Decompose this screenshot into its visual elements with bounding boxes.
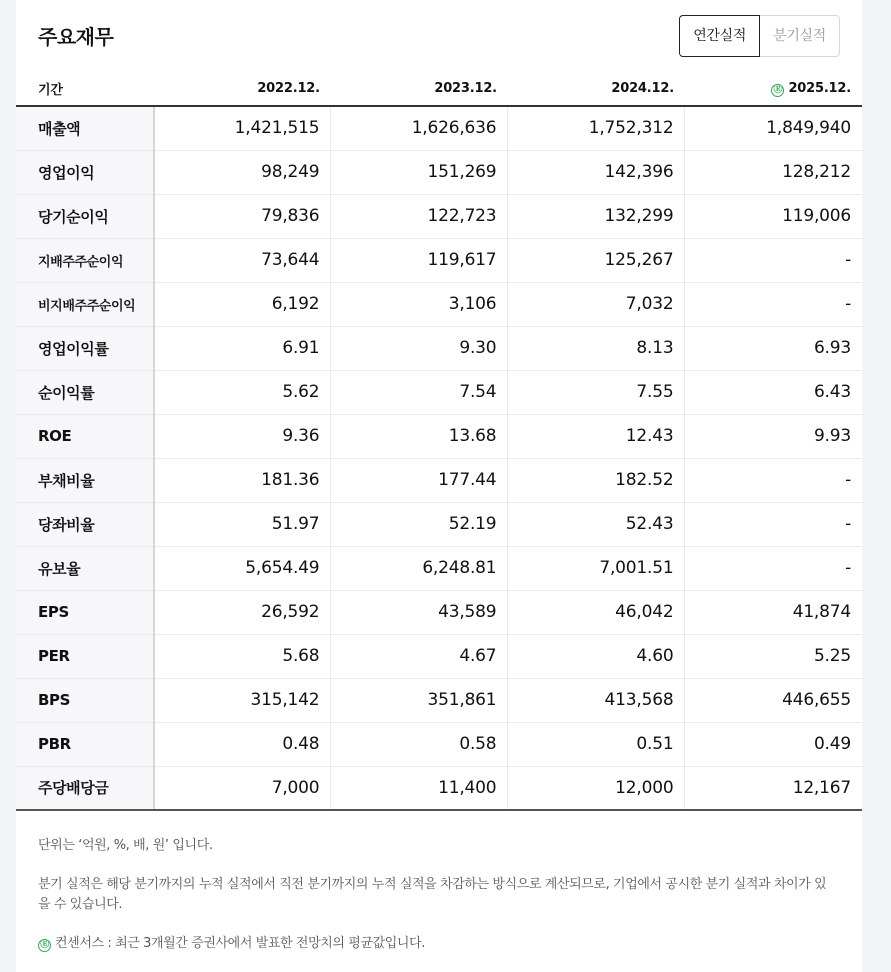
- table-cell: -: [685, 238, 862, 282]
- table-cell: 43,589: [331, 590, 508, 634]
- table-row: [16, 150, 862, 194]
- column-header: 2022.12.: [154, 72, 331, 106]
- table-cell: 52.19: [331, 502, 508, 546]
- table-row: [16, 282, 862, 326]
- row-label: 영업이익률: [16, 326, 154, 370]
- unit-note: 단위는 ‘억원, %, 배, 원’ 입니다.: [38, 838, 213, 853]
- consensus-note-text: 컨센서스 : 최근 3개월간 증권사에서 발표한 전망치의 평균값입니다.: [55, 936, 425, 951]
- table-cell: -: [685, 502, 862, 546]
- table-row: [16, 546, 862, 590]
- table-cell: 79,836: [154, 194, 331, 238]
- table-cell: 5.25: [685, 634, 862, 678]
- table-cell: 351,861: [331, 678, 508, 722]
- footnotes: [38, 836, 838, 954]
- column-header-label: 2025.12.: [788, 80, 851, 96]
- table-cell: 41,874: [685, 590, 862, 634]
- quarterly-note: 분기 실적은 해당 분기까지의 누적 실적에서 직전 분기까지의 누적 실적을 차감하는 방식으로 계산되므로, 기업에서 공시한 분기 실적과 차이가 있을 수 있습니다.: [38, 877, 827, 912]
- table-cell: 73,644: [154, 238, 331, 282]
- table-row: [16, 590, 862, 634]
- period-header: 기간: [16, 72, 154, 106]
- table-cell: 12,167: [685, 766, 862, 810]
- financial-summary-card: [16, 0, 862, 972]
- table-cell: 9.36: [154, 414, 331, 458]
- table-cell: 125,267: [508, 238, 685, 282]
- table-cell: 151,269: [331, 150, 508, 194]
- column-header: 2023.12.: [331, 72, 508, 106]
- column-header: 2024.12.: [508, 72, 685, 106]
- table-cell: 7.54: [331, 370, 508, 414]
- row-label: 부채비율: [16, 458, 154, 502]
- table-cell: 7,001.51: [508, 546, 685, 590]
- table-cell: 46,042: [508, 590, 685, 634]
- row-label: PBR: [16, 722, 154, 766]
- table-cell: 5,654.49: [154, 546, 331, 590]
- table-cell: 98,249: [154, 150, 331, 194]
- table-cell: 413,568: [508, 678, 685, 722]
- table-cell: 7,000: [154, 766, 331, 810]
- row-label: 지배주주순이익: [16, 238, 154, 282]
- consensus-note: [38, 934, 838, 954]
- table-cell: 52.43: [508, 502, 685, 546]
- table-row: [16, 722, 862, 766]
- row-label: 유보율: [16, 546, 154, 590]
- table-cell: 315,142: [154, 678, 331, 722]
- row-label: 비지배주주순이익: [16, 282, 154, 326]
- table-cell: 4.60: [508, 634, 685, 678]
- table-cell: 182.52: [508, 458, 685, 502]
- table-row: [16, 194, 862, 238]
- table-cell: 1,752,312: [508, 106, 685, 150]
- period-tabs: [679, 15, 840, 57]
- table-cell: 5.68: [154, 634, 331, 678]
- row-label: BPS: [16, 678, 154, 722]
- table-row: [16, 502, 862, 546]
- table-row: [16, 414, 862, 458]
- tab-quarterly[interactable]: 분기실적: [760, 15, 840, 57]
- table-cell: 7,032: [508, 282, 685, 326]
- table-cell: 446,655: [685, 678, 862, 722]
- table-cell: 6.93: [685, 326, 862, 370]
- row-label: 영업이익: [16, 150, 154, 194]
- row-label: EPS: [16, 590, 154, 634]
- financial-table: [16, 72, 862, 811]
- table-cell: 5.62: [154, 370, 331, 414]
- table-cell: 0.58: [331, 722, 508, 766]
- table-cell: 12.43: [508, 414, 685, 458]
- table-cell: 51.97: [154, 502, 331, 546]
- table-cell: 26,592: [154, 590, 331, 634]
- table-cell: 8.13: [508, 326, 685, 370]
- row-label: 당기순이익: [16, 194, 154, 238]
- table-cell: 3,106: [331, 282, 508, 326]
- table-row: [16, 370, 862, 414]
- table-cell: -: [685, 282, 862, 326]
- table-cell: 12,000: [508, 766, 685, 810]
- table-cell: 11,400: [331, 766, 508, 810]
- column-header-estimate: [685, 72, 862, 106]
- table-row: [16, 326, 862, 370]
- table-cell: 181.36: [154, 458, 331, 502]
- table-cell: 177.44: [331, 458, 508, 502]
- tab-annual[interactable]: 연간실적: [679, 15, 760, 57]
- row-label: 매출액: [16, 106, 154, 150]
- table-row: [16, 106, 862, 150]
- table-cell: 6,192: [154, 282, 331, 326]
- table-cell: -: [685, 546, 862, 590]
- table-cell: 1,626,636: [331, 106, 508, 150]
- table-cell: 0.49: [685, 722, 862, 766]
- table-cell: 122,723: [331, 194, 508, 238]
- row-label: ROE: [16, 414, 154, 458]
- table-cell: 119,617: [331, 238, 508, 282]
- table-cell: 9.30: [331, 326, 508, 370]
- table-cell: 7.55: [508, 370, 685, 414]
- table-cell: 13.68: [331, 414, 508, 458]
- table-cell: 4.67: [331, 634, 508, 678]
- table-cell: 1,421,515: [154, 106, 331, 150]
- row-label: 당좌비율: [16, 502, 154, 546]
- table-cell: 142,396: [508, 150, 685, 194]
- table-cell: 6,248.81: [331, 546, 508, 590]
- table-row: [16, 766, 862, 810]
- estimate-icon: Ⓔ: [38, 939, 51, 952]
- table-cell: 0.48: [154, 722, 331, 766]
- table-row: [16, 238, 862, 282]
- table-cell: 119,006: [685, 194, 862, 238]
- row-label: PER: [16, 634, 154, 678]
- row-label: 순이익률: [16, 370, 154, 414]
- table-cell: 6.91: [154, 326, 331, 370]
- table-cell: 132,299: [508, 194, 685, 238]
- table-row: [16, 634, 862, 678]
- table-cell: 1,849,940: [685, 106, 862, 150]
- table-cell: 128,212: [685, 150, 862, 194]
- section-title: 주요재무: [38, 25, 114, 49]
- table-cell: 9.93: [685, 414, 862, 458]
- table-cell: 6.43: [685, 370, 862, 414]
- estimate-icon: Ⓔ: [771, 84, 784, 97]
- table-row: [16, 458, 862, 502]
- table-header-row: [16, 72, 862, 106]
- row-label: 주당배당금: [16, 766, 154, 810]
- table-cell: -: [685, 458, 862, 502]
- table-cell: 0.51: [508, 722, 685, 766]
- section-header: [16, 0, 862, 72]
- table-row: [16, 678, 862, 722]
